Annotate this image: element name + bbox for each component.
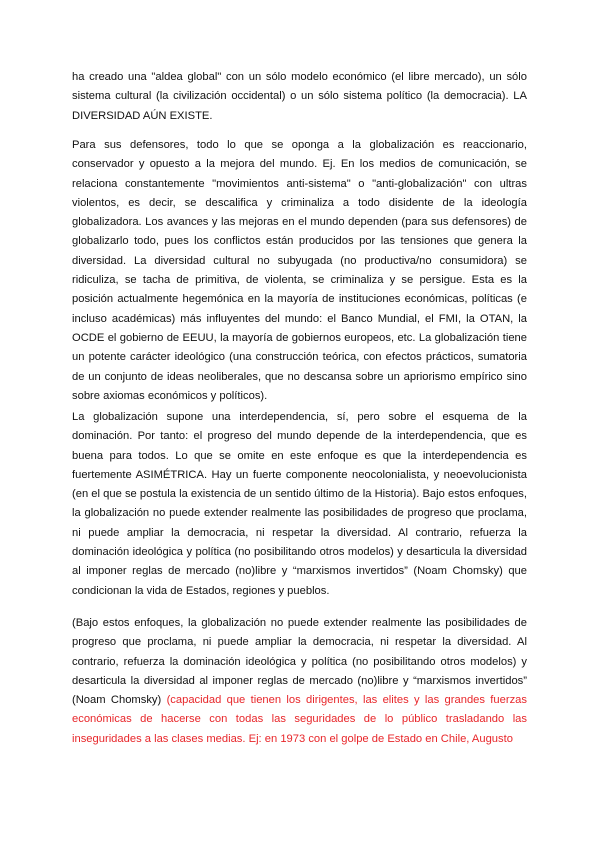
paragraph-4 — [72, 614, 527, 749]
paragraph-3 — [72, 408, 527, 601]
paragraph-1 — [72, 68, 527, 126]
paragraph-2-text: Para sus defensores, todo lo que se oponga a la globalización es reaccionario, conservador y opuesto a la mejora del mundo. Ej. En los medios de comunicación, se relaciona constantemente "movimientos anti-sistema" o "anti-globalización" con ultras violentos, es decir, se descalifica y criminaliza a todo disidente de la ideología globalizadora. Los avances y las mejoras en el mundo dependen (para sus defensores) de globalizarlo todo, pues los conflictos están producidos por las tensiones que genera la diversidad. La diversidad cultural no subyugada (no productiva/no consumidora) se ridiculiza, se tacha de primitiva, de violenta, se criminaliza y se persigue. Esta es la posición actualmente hegemónica en la mayoría de instituciones económicas, políticas (e incluso académicas) más influyentes del mundo: el Banco Mundial, el FMI, la OTAN, la OCDE el gobierno de EEUU, la mayoría de gobiernos europeos, etc. La globalización tiene un potente carácter ideológico (una construcción teórica, con efectos prácticos, sumatoria de un conjunto de ideas neoliberales, que no descansa sobre un apriorismo empírico sino sobre axiomas económicos y políticos). — [72, 139, 527, 402]
paragraph-3-text: La globalización supone una interdependencia, sí, pero sobre el esquema de la dominación. Por tanto: el progreso del mundo depende de la interdependencia, que es buena para todos. Lo que se omite en este enfoque es que la interdependencia es fuertemente ASIMÉTRICA. Hay un fuerte componente neocolonialista, y neoevolucionista (en el que se postula la existencia de un sentido último de la Historia). Bajo estos enfoques, la globalización no puede extender realmente las posibilidades de progreso que proclama, ni puede ampliar la democracia, ni respetar la diversidad. Al contrario, refuerza la dominación ideológica y política (no posibilitando otros modelos) y desarticula la diversidad al imponer reglas de mercado (no)libre y “marxismos invertidos” (Noam Chomsky) que condicionan la vida de Estados, regiones y pueblos. — [72, 411, 527, 597]
paragraph-4-container — [72, 614, 527, 749]
paragraph-1-text: ha creado una "aldea global" con un sólo modelo económico (el libre mercado), un sólo sistema cultural (la civilización occidental) o un sólo sistema político (la democracia). LA DIVERSIDAD AÚN EXISTE. — [72, 71, 527, 122]
paragraph-4-highlight: (capacidad que tienen los dirigentes, las elites y las grandes fuerzas económicas de hacerse con todas las seguridades de lo público trasladando las inseguridades a las clases medias. Ej: en 1973 con el golpe de Estado en Chile, Augusto — [72, 694, 527, 745]
paragraph-2 — [72, 136, 527, 406]
paragraph-4-text: (Bajo estos enfoques, la globalización no puede extender realmente las posibilidades de progreso que proclama, ni puede ampliar la democracia, ni respetar la diversidad. Al contrario, refuerza la dominación ideológica y política (no posibilitando otros modelos) y desarticula la diversidad al imponer reglas de mercado (no)libre y “marxismos invertidos” (Noam Chomsky) — [72, 617, 527, 707]
